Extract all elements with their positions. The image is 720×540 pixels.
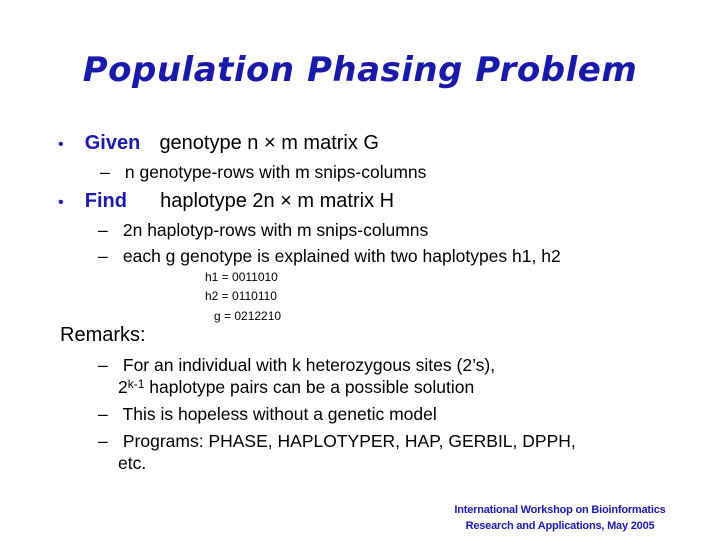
find-keyword: Find [84, 190, 127, 212]
dash-icon: – [100, 162, 110, 182]
slide-title: Population Phasing Problem [82, 50, 638, 90]
dash-icon: – [98, 431, 108, 451]
superscript: k-1 [127, 377, 145, 391]
example-h1: h1 = 0011010 [205, 270, 278, 284]
bullet-icon: • [58, 136, 64, 153]
find-bullet [58, 190, 394, 213]
remark-item-continuation: etc. [118, 453, 147, 473]
example-h2: h2 = 0110110 [205, 289, 277, 303]
dash-icon: – [98, 355, 108, 375]
remark-item-continuation: 2$^{k-1}$ haplotype pairs can be a possible solution [118, 377, 475, 397]
bullet-icon: • [58, 194, 64, 211]
footer [430, 502, 690, 534]
remark-item-text: For an individual with k heterozygous sites (2’s), [122, 355, 496, 375]
given-subitem [100, 162, 426, 183]
remark-item [98, 431, 576, 452]
find-text: haplotype 2n × m matrix H [160, 190, 395, 212]
dash-icon: – [98, 404, 108, 424]
remark-item-text: Programs: PHASE, HAPLOTYPER, HAP, GERBIL, DPPH, [122, 431, 576, 451]
given-text: genotype n × m matrix G [159, 132, 379, 154]
footer-line1: International Workshop on Bioinformatics [454, 504, 666, 516]
remarks-label: Remarks: [60, 324, 146, 346]
given-subitem-text: n genotype-rows with m snips-columns [124, 162, 427, 182]
find-subitem-text: 2n haplotyp-rows with m snips-columns [122, 220, 429, 240]
footer-line2: Research and Applications, May 2005 [465, 520, 655, 532]
dash-icon: – [98, 220, 108, 240]
remark-item-text: This is hopeless without a genetic model [122, 404, 437, 424]
remark-item [98, 404, 437, 425]
remark-item [98, 355, 495, 376]
example-g: g = 0212210 [214, 309, 282, 323]
find-subitem-text: each g genotype is explained with two haplotypes h1, h2 [122, 246, 561, 266]
dash-icon: – [98, 246, 108, 266]
find-subitem [98, 246, 561, 267]
given-bullet [58, 132, 379, 155]
given-keyword: Given [84, 132, 141, 154]
find-subitem [98, 220, 428, 241]
